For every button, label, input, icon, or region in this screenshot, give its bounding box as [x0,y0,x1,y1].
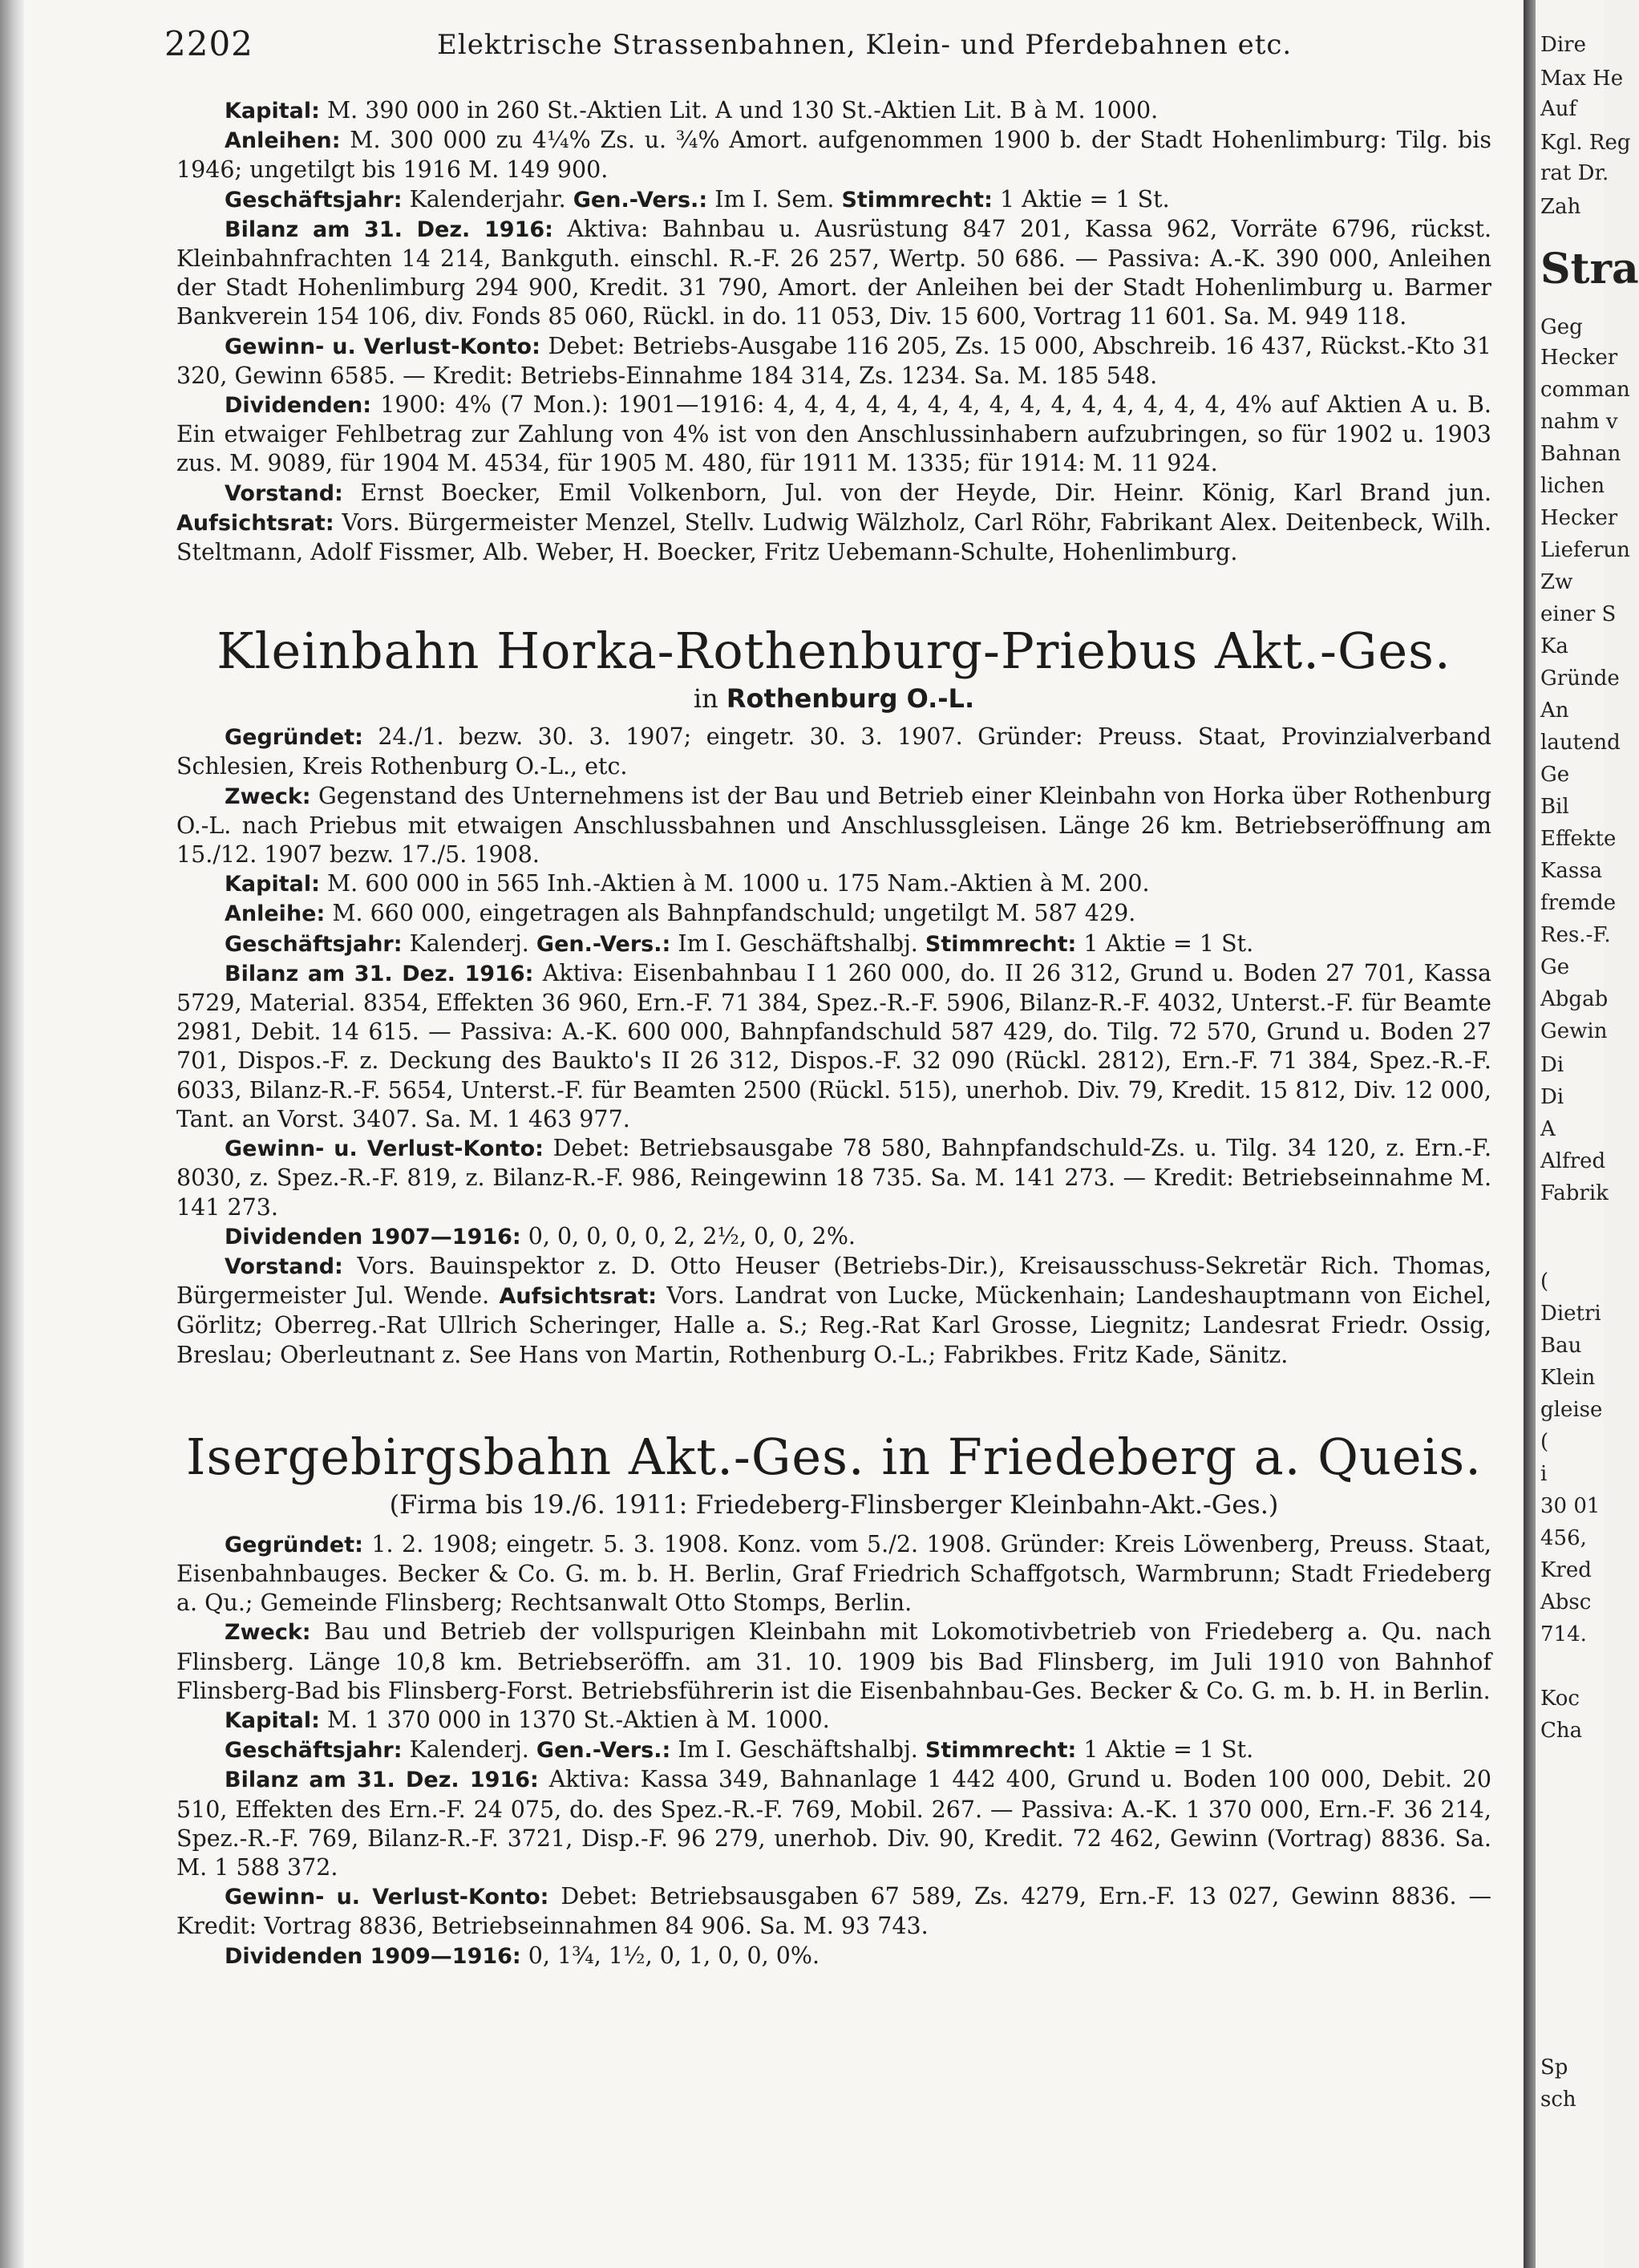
adjacent-fragment: ( [1540,1270,1549,1294]
adjacent-page-fragment [1536,0,1639,2268]
entry-paragraph [176,959,1491,1134]
entry-label: Vorstand: [225,480,343,506]
entry-paragraph [176,929,1491,959]
adjacent-fragment: Res.-F. [1540,923,1611,947]
adjacent-fragment: Ka [1540,634,1568,658]
entry-label: Bilanz am 31. Dez. 1916: [225,961,534,986]
adjacent-fragment: Hecker [1540,506,1618,530]
page-gutter [1524,0,1536,2268]
entry-label: Geschäftsjahr: [225,931,403,957]
entry-label: Kapital: [225,99,320,124]
entry-text: Vors. Bürgermeister Menzel, Stellv. Ludwig Wälzholz, Carl Röhr, Fabrikant Alex. Deitenbeck, Wilh. Steltmann, Adolf Fissmer, Alb. Weber, H. Boecker, Fritz Uebemann-Schulte, Hohenlimburg. [176,508,1492,566]
adjacent-fragment: A [1540,1117,1556,1141]
entry-text: M. 390 000 in 260 St.-Aktien Lit. A und 130 St.-Aktien Lit. B à M. 1000. [326,97,1159,124]
adjacent-fragment: An [1540,699,1569,723]
adjacent-fragment: Alfred [1540,1149,1606,1173]
adjacent-fragment: Di [1540,1053,1564,1077]
section-hohenlimburg-continued [176,96,1491,567]
page-left-edge [0,0,24,2268]
entry-label: Geschäftsjahr: [225,187,403,213]
entry-label: Anleihe: [225,901,326,927]
entry-label: Aufsichtsrat: [176,510,334,536]
adjacent-fragment: 30 01 [1540,1494,1601,1518]
adjacent-fragment: i [1540,1462,1548,1486]
entry-text: Bau und Betrieb der vollspurigen Kleinbahn mit Lokomotivbetrieb von Friedeberg a. Qu. nach Flinsberg. Länge 10,8 km. Betriebseröffn. am 31. 10. 1909 bis Bad Flinsberg, im Juli 1910 von Bahnhof Flinsberg-Bad bis Flinsberg-Forst. Betriebsführerin ist die Eisenbahnbau-Ges. Becker & Co. G. m. b. H. in Berlin. [176,1618,1492,1704]
adjacent-fragment: Klein [1540,1366,1596,1390]
adjacent-fragment: Kgl. Reg [1540,131,1631,155]
entry-text: 1. 2. 1908; eingetr. 5. 3. 1908. Konz. vom 5./2. 1908. Gründer: Kreis Löwenberg, Preuss. Staat, Eisenbahnbauges. Becker & Co. G. m. b. H. Berlin, Graf Friedrich Schaffgotsch, Warmbrunn; Stadt Friedeberg a. Qu.; Gemeinde Flinsberg; Rechtsanwalt Otto Stomps, Berlin. [176,1530,1491,1617]
entry-paragraph [176,899,1491,929]
entry-text: 24./1. bezw. 30. 3. 1907; eingetr. 30. 3. 1907. Gründer: Preuss. Staat, Provinzialverband Schlesien, Kreis Rothenburg O.-L., etc. [176,723,1492,780]
entry-label: Dividenden 1907—1916: [225,1224,521,1249]
entry-label: Vorstand: [225,1253,343,1279]
entry-label: Gewinn- u. Verlust-Konto: [225,1885,549,1910]
entry-text: Im I. Geschäftshalbj. [678,1736,918,1764]
entry-text: 1 Aktie = 1 St. [1083,1736,1254,1764]
entry-paragraph [176,1530,1491,1618]
adjacent-fragment: Sp [1540,2055,1568,2080]
company-title-horka: Kleinbahn Horka-Rothenburg-Priebus Akt.-Ges. [217,622,1451,681]
adjacent-fragment: ( [1540,1430,1549,1454]
entry-label: Stimmrecht: [925,1738,1077,1764]
entry-text: Aktiva: Bahnbau u. Ausrüstung 847 201, Kassa 962, Vorräte 6796, rückst. Kleinbahnfrachten 14 214, Bankguth. einschl. R.-F. 26 257, Wertp. 50 686. — Passiva: A.-K. 390 000, Anleihen der Stadt Hohenlimburg 294 900, Kredit. 31 790, Amort. der Anleihen bei der Stadt Hohenlimburg u. Barmer Bankverein 154 106, div. Fonds 85 060, Rückl. in do. 11 053, Div. 15 600, Vortrag 11 601. Sa. M. 949 118. [176,215,1491,330]
adjacent-fragment: Geg [1540,315,1583,339]
entry-label: Gen.-Vers.: [536,1738,671,1764]
running-title: Elektrische Strassenbahnen, Klein- und Pferdebahnen etc. [437,29,1293,61]
adjacent-fragment: Kred [1540,1558,1592,1582]
adjacent-fragment: Hecker [1540,346,1618,370]
page-body [176,96,1491,1971]
entry-label: Stimmrecht: [925,931,1077,957]
adjacent-fragment: fremde [1540,891,1617,915]
adjacent-fragment: Zw [1540,570,1573,594]
entry-text: Aktiva: Kassa 349, Bahnanlage 1 442 400, Grund u. Boden 100 000, Debit. 20 510, Effekten des Ern.-F. 24 075, do. des Spez.-R.-F. 769, Mobil. 267. — Passiva: A.-K. 1 370 000, Ern.-F. 36 214, Spez.-R.-F. 769, Bilanz-R.-F. 3721, Disp.-F. 96 279, unerhob. Div. 90, Kredit. 72 462, Gewinn (Vortrag) 8836. Sa. M. 1 588 372. [176,1766,1492,1881]
entry-paragraph [176,1882,1491,1941]
entry-text: 1 Aktie = 1 St. [999,185,1170,213]
adjacent-fragment: Ge [1540,763,1570,787]
entry-paragraph [176,1134,1491,1222]
entry-text: Im I. Geschäftshalbj. [678,929,918,957]
entry-text: M. 660 000, eingetragen als Bahnpfandschuld; ungetilgt M. 587 429. [332,900,1136,927]
entry-text: Debet: Betriebsausgaben 67 589, Zs. 4279, Ern.-F. 13 027, Gewinn 8836. — Kredit: Vortrag 8836, Betriebseinnahmen 84 906. Sa. M. 93 743. [176,1883,1492,1940]
entry-paragraph [176,1735,1491,1765]
adjacent-fragment: lichen [1540,474,1605,498]
adjacent-fragment: gleise [1540,1398,1603,1422]
section-isergebirgsbahn [176,1530,1491,1971]
adjacent-fragment: Di [1540,1085,1564,1109]
entry-label: Geschäftsjahr: [225,1738,403,1764]
entry-text: 0, 1¾, 1½, 0, 1, 0, 0, 0%. [528,1942,820,1969]
entry-text: Kalenderjahr. [409,185,566,213]
page-number: 2202 [164,24,253,63]
adjacent-fragment: 456, [1540,1526,1587,1550]
entry-label: Gen.-Vers.: [573,187,708,213]
adjacent-fragment: Abgab [1540,987,1609,1011]
entry-text: Debet: Betriebsausgabe 78 580, Bahnpfandschuld-Zs. u. Tilg. 34 120, z. Ern.-F. 8030, z. Spez.-R.-F. 819, z. Bilanz-R.-F. 986, Reingewinn 18 735. Sa. M. 141 273. — Kredit: Betriebseinnahme M. 141 273. [176,1135,1491,1221]
entry-paragraph [176,332,1491,391]
entry-text: Aktiva: Eisenbahnbau I 1 260 000, do. II 26 312, Grund u. Boden 27 701, Kassa 5729, Material. 8354, Effekten 36 960, Ern.-F. 71 384, Spez.-R.-F. 5906, Bilanz-R.-F. 4032, Unterst.-F. für Beamte 2981, Debit. 14 615. — Passiva: A.-K. 600 000, Bahnpfandschuld 587 429, do. Tilg. 72 570, Grund u. Boden 27 701, Dispos.-F. z. Deckung des Baukto's II 26 312, Dispos.-F. 32 090 (Rückl. 2812), Ern.-F. 71 384, Spez.-R.-F. 6033, Bilanz-R.-F. 5654, Unterst.-F. für Beamten 2500 (Rückl. 515), unerhob. Div. 79, Kredit. 15 812, Div. 12 000, Tant. an Vorst. 3407. Sa. M. 1 463 977. [176,959,1492,1132]
adjacent-fragment: rat Dr. [1540,161,1609,185]
adjacent-fragment: Stra [1540,245,1639,294]
entry-text: M. 1 370 000 in 1370 St.-Aktien à M. 1000. [326,1706,830,1733]
entry-text: Ernst Boecker, Emil Volkenborn, Jul. von der Heyde, Dir. Heinr. König, Karl Brand jun. [360,479,1492,506]
adjacent-fragment: Fabrik [1540,1181,1609,1205]
adjacent-fragment: Bau [1540,1334,1582,1358]
adjacent-fragment: Kassa [1540,859,1603,883]
entry-label: Zweck: [225,1620,311,1646]
adjacent-fragment: Lieferun [1540,538,1630,562]
entry-label: Gewinn- u. Verlust-Konto: [225,334,540,359]
entry-text: Vors. Landrat von Lucke, Mückenhain; Landeshauptmann von Eichel, Görlitz; Oberreg.-Rat Ullrich Scheringer, Halle a. S.; Reg.-Rat Karl Grosse, Liegnitz; Landesrat Friedr. Ossig, Breslau; Oberleutnant z. See Hans von Martin, Rothenburg O.-L.; Fabrikbes. Fritz Kade, Sänitz. [176,1282,1492,1368]
entry-label: Bilanz am 31. Dez. 1916: [225,1768,539,1793]
company-title-isergebirgsbahn: Isergebirgsbahn Akt.-Ges. in Friedeberg a. Queis. [186,1427,1482,1486]
entry-text: Gegenstand des Unternehmens ist der Bau und Betrieb einer Kleinbahn von Horka über Rothenburg O.-L. nach Priebus mit etwaigen Anschlussbahnen und Anschlussgleisen. Länge 26 km. Betriebseröffnung am 15./12. 1907 bezw. 17./5. 1908. [176,782,1492,869]
entry-label: Bilanz am 31. Dez. 1916: [225,217,553,242]
adjacent-fragment: comman [1540,378,1630,402]
entry-text: Vors. Bauinspektor z. D. Otto Heuser (Betriebs-Dir.), Kreisausschuss-Sekretär Rich. Thomas, Bürgermeister Jul. Wende. [176,1252,1491,1310]
section-horka [176,723,1491,1369]
entry-label: Dividenden: [225,393,372,419]
entry-paragraph [176,723,1491,781]
entry-paragraph [176,126,1491,184]
adjacent-fragment: Absc [1540,1590,1592,1614]
entry-label: Anleihen: [225,128,341,154]
entry-label: Dividenden 1909—1916: [225,1943,521,1969]
entry-label: Gewinn- u. Verlust-Konto: [225,1136,544,1162]
adjacent-fragment: Ge [1540,955,1570,979]
entry-label: Stimmrecht: [841,187,993,213]
entry-paragraph [176,869,1491,899]
book-page [24,0,1526,2268]
location-prefix: in [693,683,718,715]
company-location-horka [176,682,1491,715]
location-name: Rothenburg O.-L. [726,683,975,715]
adjacent-fragment: Effekte [1540,827,1617,851]
entry-label: Gegründet: [225,1532,363,1557]
adjacent-fragment: 714. [1540,1622,1587,1646]
adjacent-fragment: Gewin [1540,1019,1608,1043]
entry-paragraph [176,782,1491,870]
entry-label: Kapital: [225,1707,320,1733]
adjacent-fragment: nahm v [1540,410,1618,434]
entry-paragraph [176,1765,1491,1882]
entry-label: Gegründet: [225,725,363,751]
adjacent-fragment: Auf [1540,97,1577,121]
adjacent-fragment: lautend [1540,731,1621,755]
entry-paragraph [176,1252,1491,1370]
entry-paragraph [176,391,1491,479]
entry-paragraph [176,1618,1491,1706]
entry-text: Im I. Sem. [714,185,835,213]
entry-text: M. 300 000 zu 4¼% Zs. u. ¾% Amort. aufgenommen 1900 b. der Stadt Hohenlimburg: Tilg. bis 1946; ungetilgt bis 1916 M. 149 900. [176,127,1491,184]
entry-paragraph [176,185,1491,215]
entry-text: 1 Aktie = 1 St. [1083,929,1254,957]
entry-paragraph [176,215,1491,332]
adjacent-fragment: einer S [1540,602,1617,626]
adjacent-fragment: Max He [1540,67,1624,91]
adjacent-fragment: Dire [1540,33,1586,57]
entry-paragraph [176,1222,1491,1252]
adjacent-fragment: Cha [1540,1719,1583,1743]
entry-text: 1900: 4% (7 Mon.): 1901—1916: 4, 4, 4, 4, 4, 4, 4, 4, 4, 4, 4, 4, 4, 4, 4, 4% auf Aktien A u. B. Ein etwaiger Fehlbetrag zur Zahlung von 4% ist von den Anschlussinhabern aufzubringen, so für 1902 u. 1903 zus. M. 9089, für 1904 M. 4534, für 1905 M. 480, für 1911 M. 1335; für 1914: M. 11 924. [176,391,1491,477]
entry-paragraph [176,96,1491,126]
entry-label: Kapital: [225,872,320,897]
entry-text: Kalenderj. [409,929,529,957]
entry-label: Aufsichtsrat: [499,1284,658,1310]
entry-text: Debet: Betriebs-Ausgabe 116 205, Zs. 15 000, Abschreib. 16 437, Rückst.-Kto 31 320, Gewinn 6585. — Kredit: Betriebs-Einnahme 184 314, Zs. 1234. Sa. M. 185 548. [176,332,1491,389]
adjacent-fragment: Zah [1540,195,1581,219]
adjacent-fragment: Dietri [1540,1302,1601,1326]
entry-label: Zweck: [225,784,311,809]
adjacent-fragment: Bil [1540,795,1569,819]
adjacent-fragment: Koc [1540,1687,1580,1711]
adjacent-fragment: Bahnan [1540,442,1621,466]
entry-paragraph [176,1942,1491,1971]
page-header [164,24,1520,72]
entry-text: Kalenderj. [409,1736,529,1764]
entry-label: Gen.-Vers.: [536,931,671,957]
entry-paragraph [176,1706,1491,1735]
adjacent-fragment: sch [1540,2088,1576,2112]
entry-paragraph [176,479,1491,568]
entry-text: 0, 0, 0, 0, 0, 2, 2½, 0, 0, 2%. [528,1222,856,1249]
company-subtitle-isergebirgsbahn: (Firma bis 19./6. 1911: Friedeberg-Flinsberger Kleinbahn-Akt.-Ges.) [389,1488,1279,1520]
adjacent-fragment: Gründe [1540,666,1620,691]
entry-text: M. 600 000 in 565 Inh.-Aktien à M. 1000 u. 175 Nam.-Aktien à M. 200. [326,870,1150,897]
